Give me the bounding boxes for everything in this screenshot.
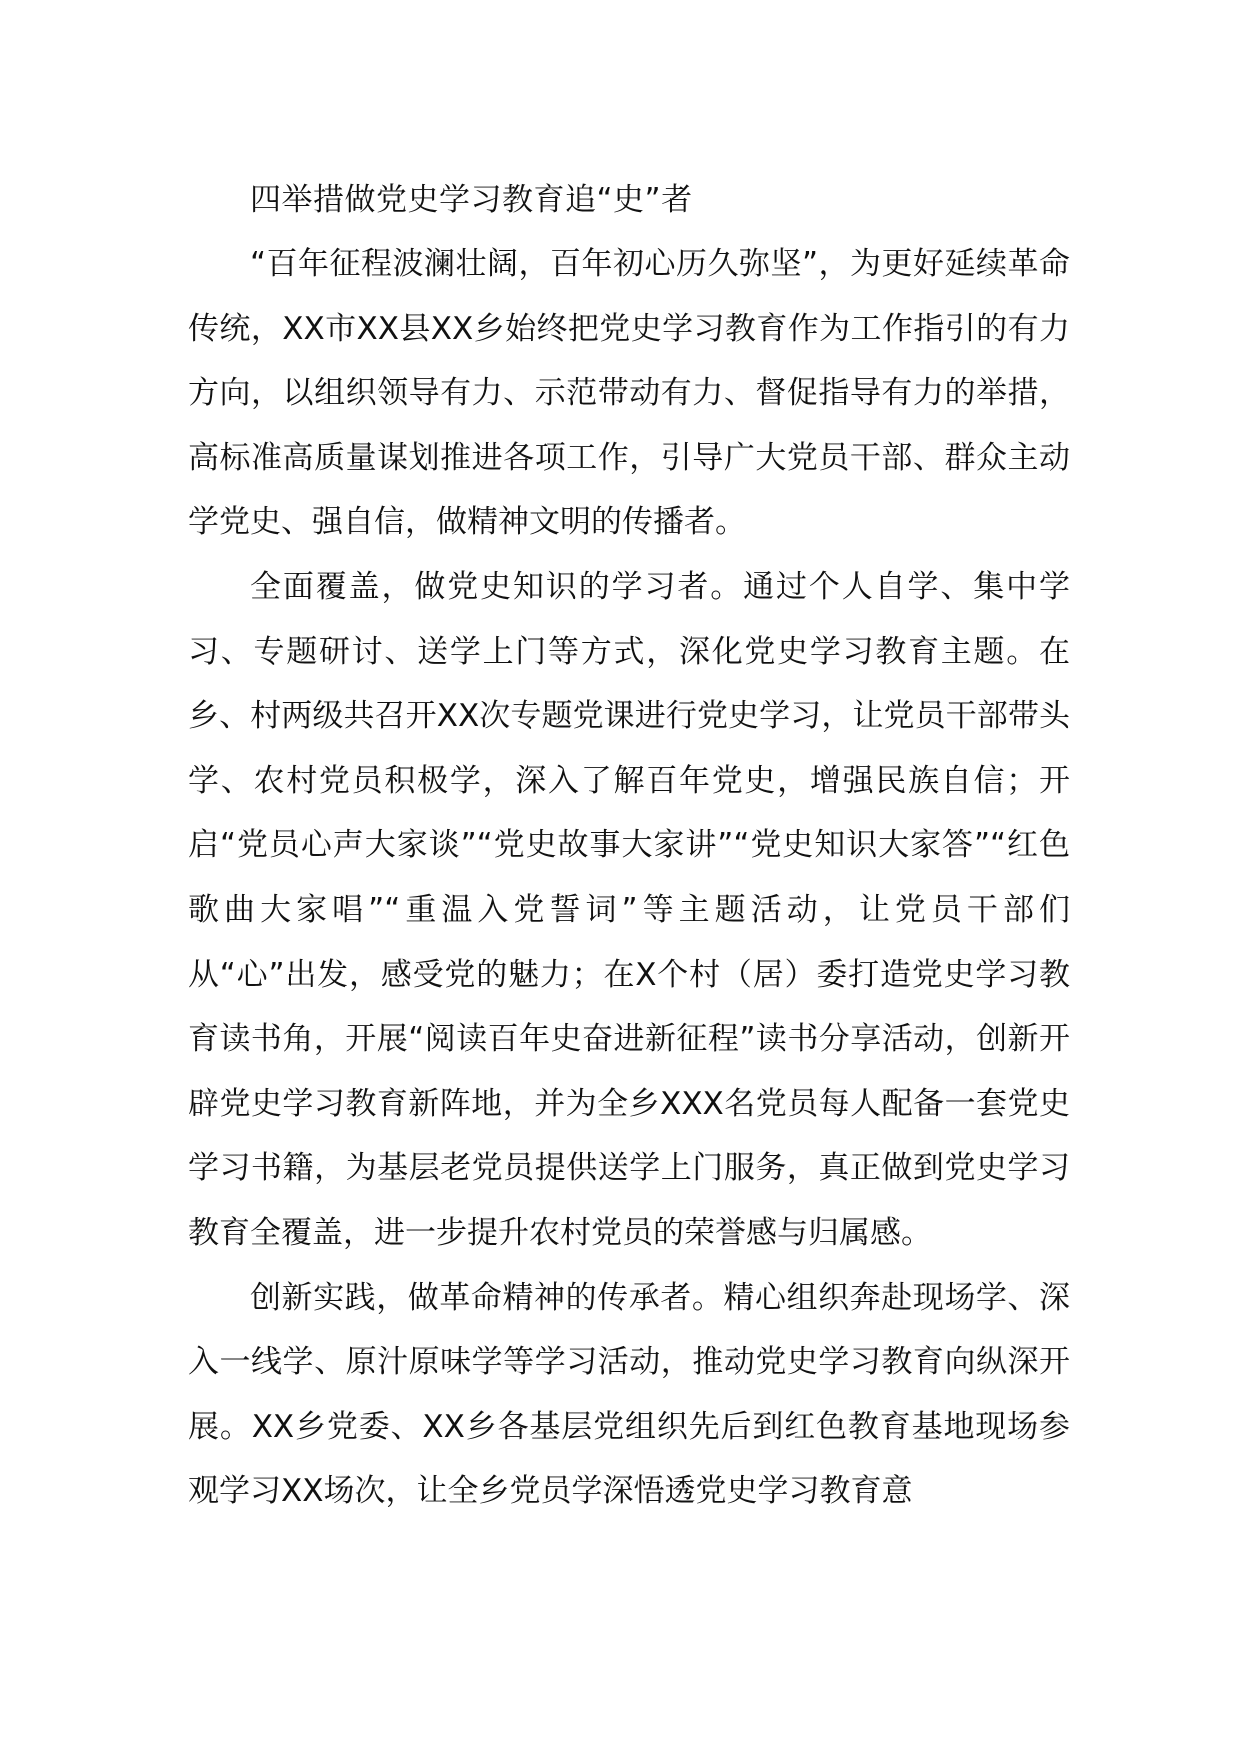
paragraph-innovative-practice: 创新实践，做革命精神的传承者。精心组织奔赴现场学、深入一线学、原汁原味学等学习活动，推动党史学习教育向纵深开展。XX乡党委、XX乡各基层党组织先后到红色教育基地现场参观学习XX场次，让全乡党员学深悟透党史学习教育意 bbox=[188, 1279, 1070, 1510]
paragraph-full-coverage: 全面覆盖，做党史知识的学习者。通过个人自学、集中学习、专题研讨、送学上门等方式，深化党史学习教育主题。在乡、村两级共召开XX次专题党课进行党史学习，让党员干部带头学、农村党员积极学，深入了解百年党史，增强民族自信；开启“党员心声大家谈”“党史故事大家讲”“党史知识大家答”“红色歌曲大家唱”“重温入党誓词”等主题活动，让党员干部们从“心”出发，感受党的魅力；在X个村（居）委打造党史学习教育读书角，开展“阅读百年史奋进新征程”读书分享活动，创新开辟党史学习教育新阵地，并为全乡XXX名党员每人配备一套党史学习书籍，为基层老党员提供送学上门服务，真正做到党史学习教育全覆盖，进一步提升农村党员的荣誉感与归属感。 bbox=[188, 568, 1070, 1251]
paragraph-intro: “百年征程波澜壮阔，百年初心历久弥坚”，为更好延续革命传统，XX市XX县XX乡始终把党史学习教育作为工作指引的有力方向，以组织领导有力、示范带动有力、督促指导有力的举措，高标准高质量谋划推进各项工作，引导广大党员干部、群众主动学党史、强自信，做精神文明的传播者。 bbox=[188, 246, 1070, 541]
document-title: 四举措做党史学习教育追“史”者 bbox=[250, 182, 693, 218]
document-page bbox=[188, 168, 1070, 1524]
